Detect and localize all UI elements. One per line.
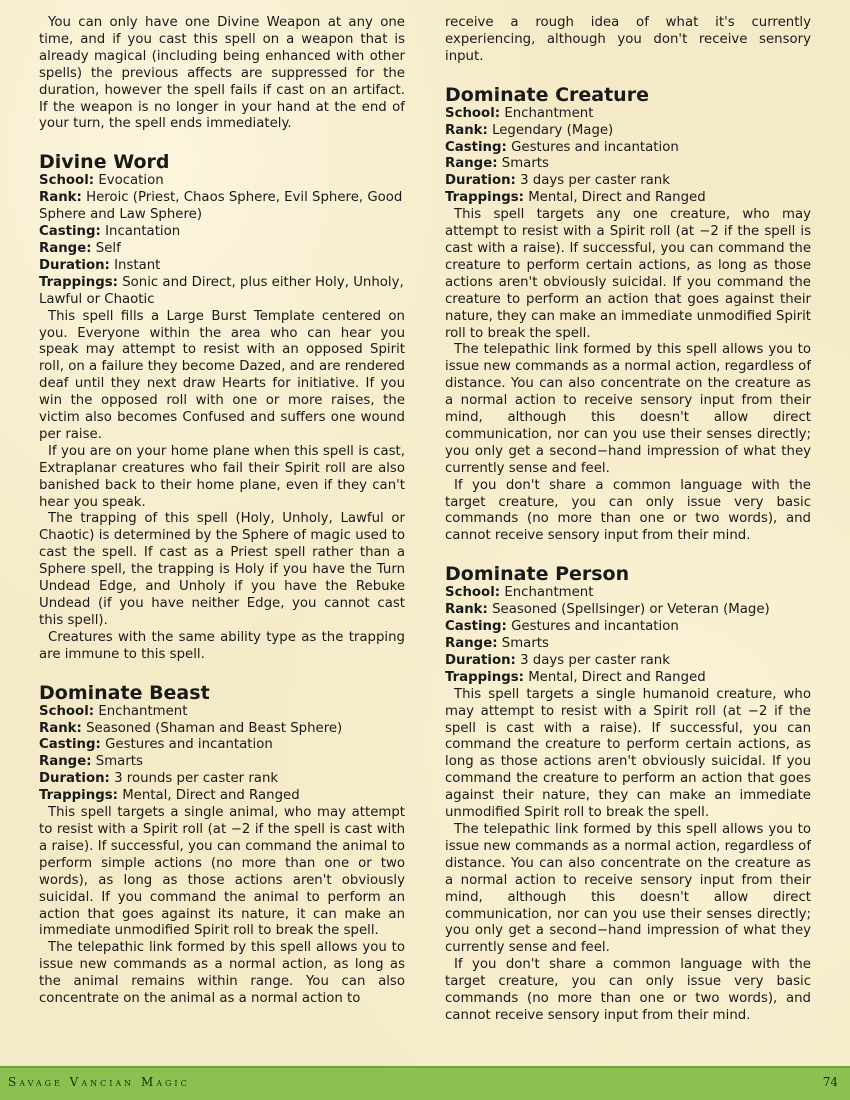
stat-school: School: Evocation: [39, 173, 164, 189]
page-number: 74: [822, 1075, 838, 1089]
body-paragraph: This spell fills a Large Burst Template centered on you. Everyone within the area who can hear you speak may attempt to resist with an opposed Spirit roll, on a failure they become Dazed, and are rendered deaf until they next draw Hearts for initiative. If you win the opposed roll with one or more raises, the victim also becomes Confused and suffers one wound per raise.: [39, 308, 405, 442]
left-column: [39, 15, 405, 1008]
stat-range: Range: Smarts: [39, 754, 143, 770]
body-paragraph: If you don't share a common language with the target creature, you can only issue very basic commands (no more than one or two words), and cannot receive sensory input from their mind.: [445, 957, 811, 1023]
stat-trappings: Trappings: Sonic and Direct, plus either Holy, Unholy, Lawful or Chaotic: [39, 274, 404, 307]
stat-duration: Duration: 3 rounds per caster rank: [39, 771, 279, 787]
continued-paragraph: receive a rough idea of what it's currently experiencing, although you don't receive sensory input.: [445, 15, 811, 64]
body-paragraph: The telepathic link formed by this spell allows you to issue new commands as a normal action, regardless of distance. You can also concentrate on the creature as a normal action to receive sensory input from their mind, although this doesn't allow direct communication, nor can you use their senses directly; you only get a second−hand impression of what they currently sense and feel.: [445, 821, 811, 956]
body-paragraph: This spell targets a single animal, who may attempt to resist with a Spirit roll (at −2 if the spell is cast with a raise). If successful, you can command the animal to perform simple actions (no more than one or two words), as long as those actions aren't obviously suicidal. If you command the animal to perform an action that goes against its nature, it can make an immediate unmodified Spirit roll to break the spell.: [39, 805, 405, 939]
stat-range: Range: Smarts: [445, 156, 549, 172]
stat-rank: Rank: Seasoned (Shaman and Beast Sphere): [39, 720, 343, 736]
body-paragraph: Creatures with the same ability type as the trapping are immune to this spell.: [39, 629, 405, 662]
stat-school: School: Enchantment: [445, 105, 594, 121]
stat-trappings: Trappings: Mental, Direct and Ranged: [445, 190, 706, 206]
stat-casting: Casting: Gestures and incantation: [39, 737, 273, 753]
body-paragraph: The trapping of this spell (Holy, Unholy, Lawful or Chaotic) is determined by the Sphere of magic used to cast the spell. If cast as a Priest spell rather than a Sphere spell, the trapping is Holy if you have the Turn Undead Edge, and Unholy if you have the Rebuke Undead (if you have neither Edge, you cannot cast this spell).: [39, 511, 405, 628]
stat-range: Range: Smarts: [445, 636, 549, 651]
stat-school: School: Enchantment: [445, 585, 594, 601]
intro-paragraph: You can only have one Divine Weapon at any one time, and if you cast this spell on a weapon that is already magical (including being enhanced with other spells) the previous affects are suppressed for the duration, however the spell fails if cast on an artifact. If the weapon is no longer in your hand at the end of your turn, the spell ends immediately.: [39, 15, 405, 132]
stat-trappings: Trappings: Mental, Direct and Ranged: [39, 788, 300, 804]
body-paragraph: The telepathic link formed by this spell allows you to issue new commands as a normal action, as long as the animal remains within range. You can also concentrate on the animal as a normal action to: [39, 940, 405, 1007]
stat-duration: Duration: 3 days per caster rank: [445, 173, 670, 189]
body-paragraph: If you don't share a common language with the target creature, you can only issue very basic commands (no more than one or two words), and cannot receive sensory input from their mind.: [445, 477, 811, 544]
body-paragraph: This spell targets a single humanoid creature, who may attempt to resist with a Spirit roll (at −2 if the spell is cast with a raise). If successful, you can command the creature to perform certain actions, as long as those actions aren't obviously suicidal. If you command the creature to perform an action that goes against their nature, they can make an immediate unmodified Spirit roll to break the spell.: [445, 686, 811, 821]
stat-school: School: Enchantment: [39, 703, 188, 719]
stat-casting: Casting: Gestures and incantation: [445, 619, 679, 635]
stat-rank: Rank: Heroic (Priest, Chaos Sphere, Evil Sphere, Good Sphere and Law Sphere): [39, 190, 403, 223]
spell-title-dominate-beast: Dominate Beast: [39, 681, 210, 704]
spell-title-dominate-creature: Dominate Creature: [445, 83, 649, 106]
spell-title-dominate-person: Dominate Person: [445, 563, 630, 586]
book-title: Savage Vancian Magic: [8, 1075, 190, 1089]
stat-casting: Casting: Gestures and incantation: [445, 139, 679, 155]
stat-range: Range: Self: [39, 240, 121, 256]
body-paragraph: The telepathic link formed by this spell allows you to issue new commands as a normal action, regardless of distance. You can also concentrate on the creature as a normal action to receive sensory input from their mind, although this doesn't allow direct communication, nor can you use their senses directly; you only get a second−hand impression of what they currently sense and feel.: [445, 342, 811, 476]
stat-trappings: Trappings: Mental, Direct and Ranged: [445, 669, 706, 685]
body-paragraph: If you are on your home plane when this spell is cast, Extraplanar creatures who fail their Spirit roll are also banished back to their home plane, even if they can't hear you speak.: [39, 443, 405, 510]
stat-casting: Casting: Incantation: [39, 224, 181, 240]
stat-rank: Rank: Seasoned (Spellsinger) or Veteran (Mage): [445, 602, 770, 618]
stat-rank: Rank: Legendary (Mage): [445, 122, 614, 138]
right-column: [445, 15, 811, 1025]
page-footer: [0, 1066, 850, 1100]
stat-duration: Duration: Instant: [39, 257, 161, 273]
body-paragraph: This spell targets any one creature, who may attempt to resist with a Spirit roll (at −2 if the spell is cast with a raise). If successful, you can command the creature to perform certain actions, as long as those actions aren't obviously suicidal. If you command the creature to perform an action that goes against their nature, they can make an immediate unmodified Spirit roll to break the spell.: [445, 207, 811, 341]
spell-title-divine-word: Divine Word: [39, 151, 170, 174]
stat-duration: Duration: 3 days per caster rank: [445, 652, 670, 668]
